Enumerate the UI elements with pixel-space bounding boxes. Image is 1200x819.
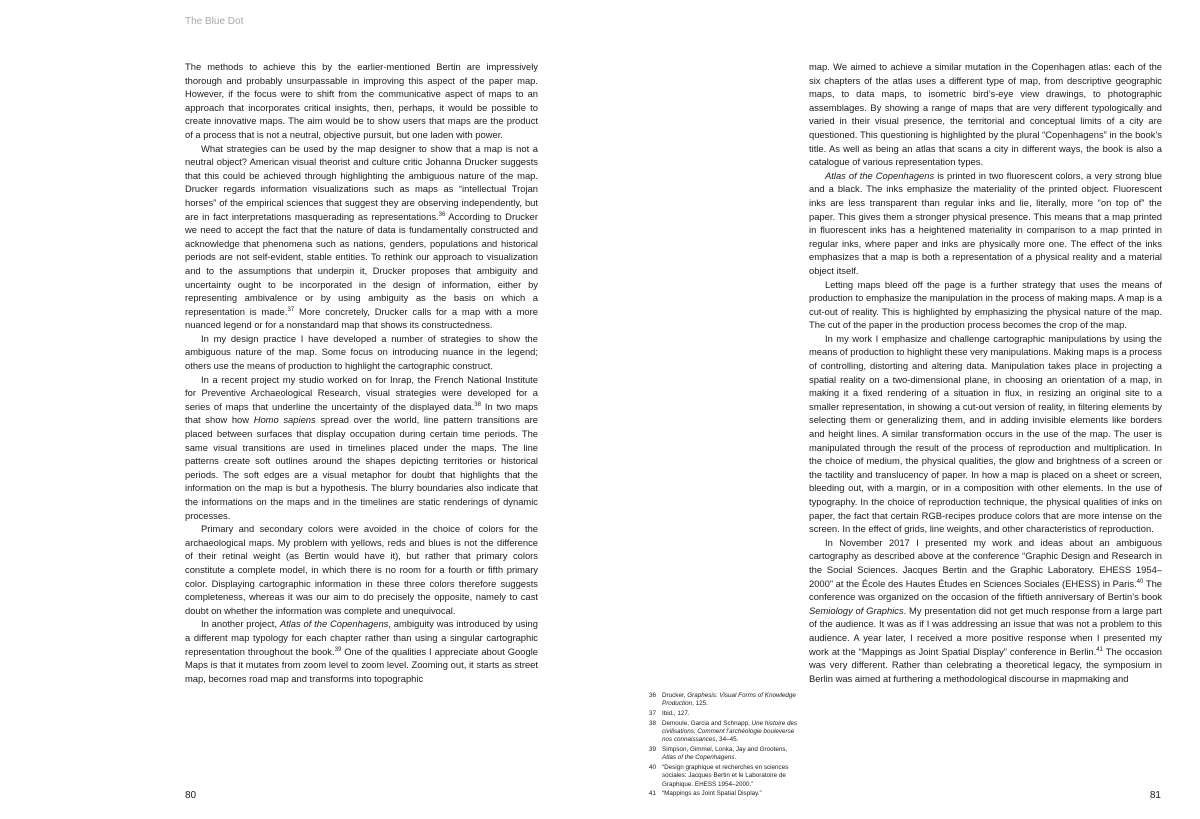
body-paragraph [809, 332, 1162, 536]
text-run: The methods to achieve this by the earlier-mentioned Bertin are impressively thorough and probably unsurpassable in improving this aspect of the paper map. However, if the focus were to shift from the communicative aspect of maps to an approach that incorporates critical insights, then, perhaps, it would be possible to create innovative maps. The aim would be to show users that maps are the product of a process that is not a neutral, objective pursuit, but one laden with power. [185, 61, 538, 140]
footnote [649, 790, 801, 798]
footnote-number: 40 [649, 764, 657, 771]
text-run: One of the qualities I appreciate about Google Maps is that it mutates from zoom level to zoom level. Zooming out, it starts as street map, becomes road map and transforms into topographic [185, 645, 538, 684]
body-paragraph [185, 60, 538, 142]
footnote [649, 710, 801, 718]
footnote [649, 692, 801, 709]
page-number-left: 80 [185, 790, 197, 801]
body-paragraph [185, 142, 538, 332]
text-run: In a recent project my studio worked on for Inrap, the French National Institute for Preventive Archaeological Research, visual strategies were developed for a series of maps that underline the uncertainty of the displayed data. [185, 373, 538, 412]
footnote-ref: 41 [1096, 646, 1103, 653]
footnotes [649, 692, 801, 800]
italic-text: Une histoire des civilisations: Comment l’archéologie bouleverse nos connaissances [662, 719, 798, 744]
text-run: According to Drucker we need to accept the fact that the nature of data is fundamentally constructed and acknowledge that phenomena such as nations, genders, populations and historical periods are not self-evident, stable entities. To rethink our approach to visualization and to the assumptions that underpin it, Drucker proposes that ambiguity and uncertainty ought to be incorporated in the design of information, either by representing ambivalence or by using ambiguity as the basis on which a representation is made. [185, 210, 538, 317]
text-run: . My presentation did not get much response from a large part of the audience. It was as if I was addressing an issue that was not a problem to this audience. A year later, I received a more positive response when I presented my work at the “Mappings as Joint Spatial Display” conference in Berlin. [809, 604, 1162, 657]
text-run: In my design practice I have developed a number of strategies to show the ambiguous nature of the map. Some focus on introducing nuance in the legend; others use the means of production to highlight the cartographic construct. [185, 332, 538, 372]
footnote-number: 39 [649, 746, 657, 753]
body-paragraph [809, 536, 1162, 686]
left-page-body [185, 60, 538, 685]
right-page-body [809, 60, 1162, 685]
italic-text: Graphesis: Visual Forms of Knowledge Production [662, 692, 796, 708]
footnote-number: 41 [649, 790, 657, 798]
text-run: The occasion was very different. Rather than celebrating a theoretical legacy, the symposium in Berlin was aimed at furthering a methodological discourse in mapmaking and [809, 645, 1162, 684]
text-run: , 34–45. [715, 736, 739, 744]
footnote-ref: 36 [438, 211, 446, 218]
text-run: More concretely, Drucker calls for a map with a more nuanced legend or for a nonstandard map that shows its constructedness. [185, 305, 538, 331]
text-run: Simpson, Gimmel, Lonka, Jay and Grootens, [662, 746, 788, 753]
running-head: The Blue Dot [185, 16, 244, 27]
text-run: What strategies can be used by the map designer to show that a map is not a neutral object? American visual theorist and culture critic Johanna Drucker suggests that this could be achieved through highlighting the ambiguous nature of the map. Drucker regards information visualizations such as maps as “intellectual Trojan horses” of the empirical sciences that suggest they are observing independently, but are in fact interpretations masquerading as representations. [185, 142, 538, 222]
footnote-number: 36 [649, 692, 657, 699]
text-run: map. We aimed to achieve a similar mutation in the Copenhagen atlas: each of the six chapters of the atlas uses a different type of map, from descriptive geographic maps, to data maps, to isometric bird’s-eye view drawings, to photographic assemblages. By showing a range of maps that are very different typologically and varied in their visual presence, the territorial and conceptual limits of a city are questioned. This questioning is highlighted by the plural “Copenhagens” in the book’s title. As well as being an atlas that scans a city in different ways, the book is also a catalogue of various representation types. [809, 61, 1162, 168]
italic-text: Atlas of the Copenhagens [825, 169, 935, 181]
footnote-number: 37 [649, 710, 657, 717]
body-paragraph [809, 278, 1162, 332]
footnote-text [662, 764, 801, 789]
footnote-ref: 39 [334, 646, 342, 653]
body-paragraph [185, 522, 538, 617]
text-run: In November 2017 I presented my work and ideas about an ambiguous cartography as described above at the conference “Graphic Design and Research in the Social Sciences. Jacques Bertin and the Graphic Laboratory. EHESS 1954–2000” at the École des Hautes Études en Sciences Sociales (EHESS) in Paris. [809, 536, 1162, 589]
body-paragraph [185, 617, 538, 685]
text-run: Drucker, [662, 692, 688, 699]
italic-text: Atlas of the Copenhagens [279, 618, 389, 630]
page-number-right: 81 [1149, 790, 1161, 801]
italic-text: Semiology of Graphics [809, 604, 904, 616]
body-paragraph [185, 373, 538, 523]
footnote-ref: 37 [287, 306, 295, 313]
italic-text: Homo sapiens [253, 414, 316, 426]
footnote-ref: 38 [474, 401, 481, 408]
text-run: Primary and secondary colors were avoided in the choice of colors for the archaeological maps. My problem with yellows, reds and blues is not the difference of their retinal weight (as Bertin would have it), but rather that primary colors constitute a complete model, in which there is no room for a fourth or fifth primary color. Displaying cartographic information in these three colors therefore suggests completeness, whereas it was our aim to do precisely the opposite, namely to cast doubt on whether the information was complete and unequivocal. [185, 523, 538, 616]
text-run: , 125. [692, 700, 708, 708]
footnote-text [662, 692, 801, 709]
text-run: In two maps that show how [185, 400, 538, 426]
footnote-text [662, 790, 801, 798]
text-run: Letting maps bleed off the page is a further strategy that uses the means of production to emphasize the manipulation in the process of making maps. A map is a cut-out of reality. This is highlighted by emphasizing the physical nature of the map. The cut of the paper in the production process becomes the crop of the map. [809, 278, 1162, 331]
body-paragraph [185, 332, 538, 373]
footnote-number: 38 [649, 719, 657, 727]
body-paragraph [809, 169, 1162, 278]
text-run: Demoule, Garcia and Schnapp, [662, 719, 752, 727]
footnote-text [662, 746, 801, 763]
text-run: “Design graphique et recherches en sciences sociales: Jacques Bertin et le Laboratoire de Graphique. EHESS 1954–2000.” [662, 764, 789, 788]
footnote-text [662, 720, 801, 745]
text-run: Ibid., 127. [662, 710, 690, 717]
text-run: The conference was organized on the occasion of the fiftieth anniversary of Bertin’s book [809, 577, 1163, 603]
body-paragraph [809, 60, 1162, 169]
text-run: In my work I emphasize and challenge cartographic manipulations by using the means of production to highlight these very manipulations. Making maps is a process of controlling, distorting and altering data. Manipulation takes place in projecting a spatial reality on a two-dimensional plane, in choosing an orientation of a map, in making it a fixed rendering of a situation in flux, in resizing an original site to a smaller representation, in showing a cut-out version of reality, in filtering elements by selecting them or generalizing them, and in adding invisible elements like borders and height lines. A similar transformation occurs in the use of the map. The user is manipulated through the result of the process of reproduction and multiplication. In the choice of medium, the physical qualities, the glow and brightness of a screen or the tactility and translucency of paper. In how a map is placed on a sheet or screen, bleeding out, with a margin, or in a composition with other elements. In the use of typography. In the choice of reproduction technique, the physical qualities of inks on paper, the fact that certain RGB-recipes produce colors that are more intense on the screen. In the effect of grids, line weights, and other characteristics of reproduction. [809, 332, 1162, 535]
footnote [649, 720, 801, 745]
text-run: is printed in two fluorescent colors, a very strong blue and a black. The inks emphasize the materiality of the printed object. Fluorescent inks are less transparent than regular inks and lie, literally, more “on top of” the paper. This gives them a stronger physical presence. This means that a map printed in fluorescent inks has a heightened materiality in comparison to a map printed in regular inks, where paper and inks are physically more one. The effect of the inks emphasizes that a map is both a representation of a physical reality and a material object itself. [809, 169, 1163, 276]
italic-text: Atlas of the Copenhagens [662, 754, 735, 762]
text-run: “Mappings as Joint Spatial Display.” [662, 790, 762, 798]
footnote-ref: 40 [1136, 578, 1144, 585]
footnote [649, 764, 801, 789]
text-run: spread over the world, line pattern transitions are placed between surfaces that display occupation during certain time periods. The same visual transitions are used in timelines placed under the maps. The line patterns create soft outlines around the shapes depicting territories or historical periods. The soft edges are a visual metaphor for doubt that highlights that the information on the map is but a hypothesis. The blurry boundaries also indicate that the informations on the maps and in the timelines are static renderings of dynamic processes. [185, 414, 538, 521]
footnote [649, 746, 801, 763]
text-run: In another project, [201, 618, 280, 630]
text-run: . [734, 754, 737, 762]
text-run: , ambiguity was introduced by using a different map typology for each chapter rather than using a singular cartographic representation throughout the book. [185, 618, 538, 657]
footnote-text [662, 710, 801, 718]
